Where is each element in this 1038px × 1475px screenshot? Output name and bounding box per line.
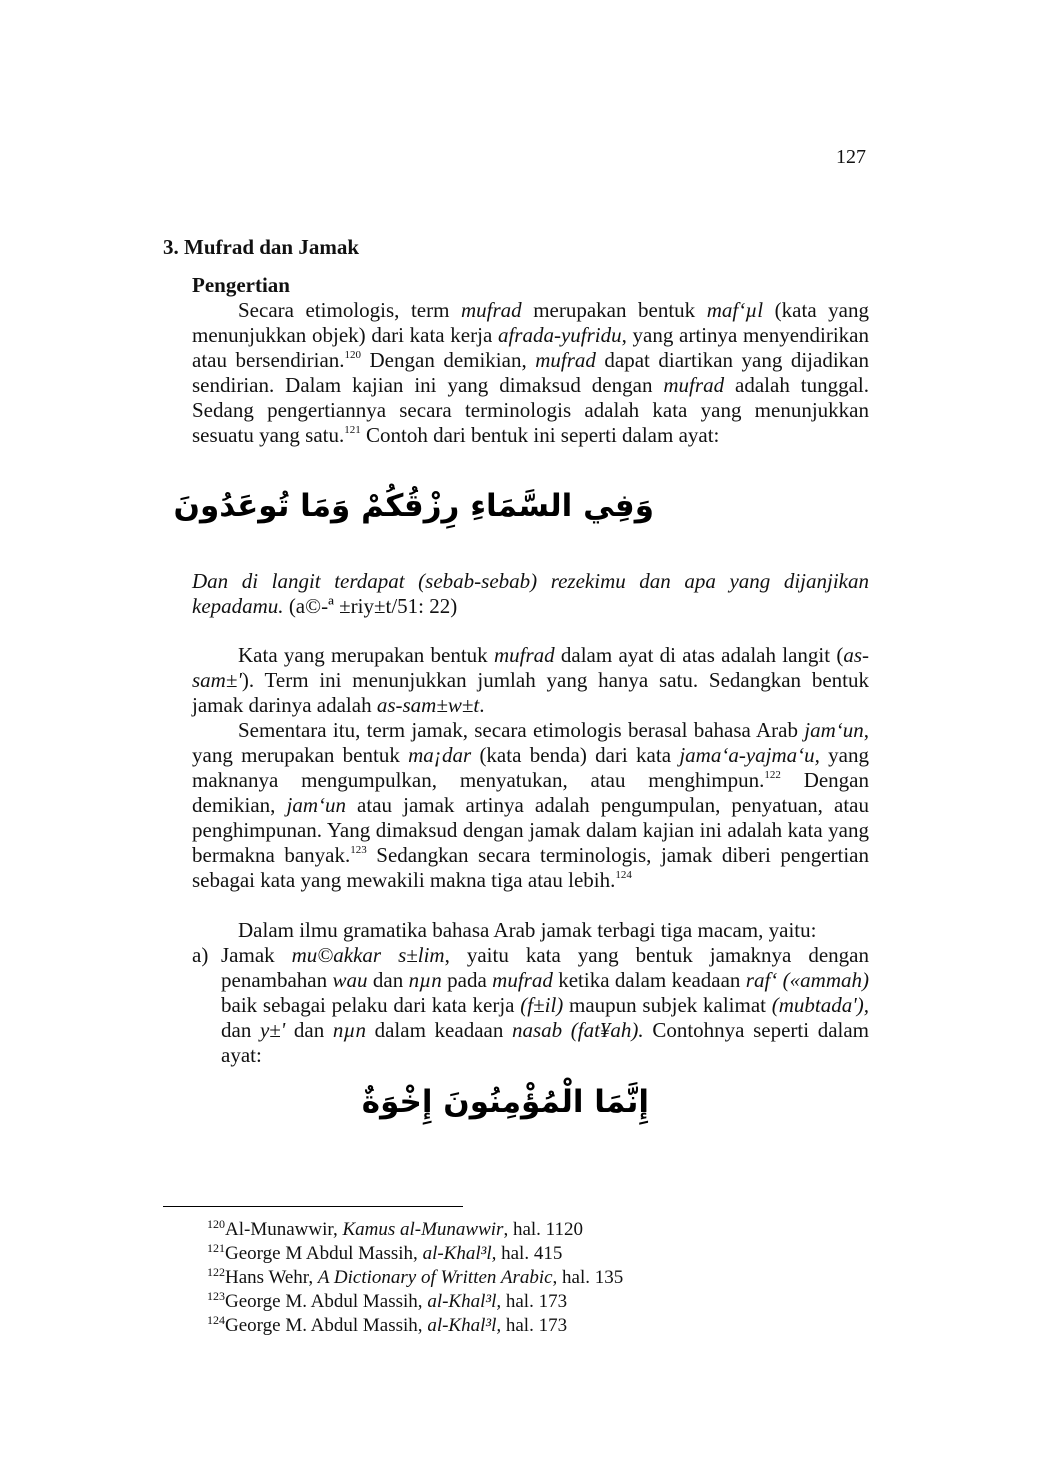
footnote-ref: 124 [615,869,632,881]
paragraph-mufrad-definition: Secara etimologis, term mufrad merupakan bentuk maf‘µl (kata yang menunjukkan objek) dari kata kerja afrada-yufridu, yang artinya menyendirikan atau bersendirian.$^{120}$ Dengan demikian, mufrad dapat diartikan yang dijadikan sendirian. Dalam kajian ini yang dimaksud dengan mufrad adalah tunggal. Sedang pengertiannya secara terminologis adalah kata yang menunjukkan sesuatu yang satu.$^{121}$ Contoh dari bentuk ini seperti dalam ayat: [192,298,869,447]
paragraph-jamak-definition: Sementara itu, term jamak, secara etimologis berasal bahasa Arab jam‘un, yang merupakan bentuk ma¡dar (kata benda) dari kata jama‘a-yajma‘u, yang maknanya mengumpulkan, menyatukan, atau menghimpun.$^{122}$ Dengan demikian, jam‘un atau jamak artinya adalah pengumpulan, penyatuan, atau penghimpunan. Yang dimaksud dengan jamak dalam kajian ini adalah kata yang bermakna banyak.$^{123}$ Sedangkan secara terminologis, jamak diberi pengertian sebagai kata yang mewakili makna tiga atau lebih.$^{124}$ [192,718,870,892]
section-title: 3. Mufrad dan Jamak [163,235,360,259]
quran-verse-al-hujurat-10: إِنَّمَا الْمُؤْمِنُونَ إِخْوَةٌ [361,1084,649,1120]
verse-translation: Dan di langit terdapat (sebab-sebab) rezekimu dan apa yang dijanjikan kepadamu. (a©-ª ±riy±t/51: 22) [192,569,869,618]
footnote-divider [163,1206,463,1207]
footnote-123: $^{123}$George M. Abdul Massih, al-Khal³l, hal. 173 [207,1289,568,1312]
paragraph-mufrad-example: Kata yang merupakan bentuk mufrad dalam ayat di atas adalah langit (as-sam±'). Term ini menunjukkan jumlah yang hanya satu. Sedangkan bentuk jamak darinya adalah as-sam±w±t. [192,643,869,717]
quran-verse-adh-dhariyat-22: وَفِي السَّمَاءِ رِزْقُكُمْ وَمَا تُوعَدُونَ [173,488,654,524]
footnote-ref: 120 [344,349,362,361]
footnote-122: $^{122}$Hans Wehr, A Dictionary of Written Arabic, hal. 135 [207,1265,624,1288]
footnote-ref: 121 [344,424,361,436]
list-item-a [192,943,869,1068]
footnote-120: $^{120}$Al-Munawwir, Kamus al-Munawwir, hal. 1120 [207,1217,583,1240]
list-item-body: Jamak mu©akkar s±lim, yaitu kata yang bentuk jamaknya dengan penambahan wau dan nµn pada mufrad ketika dalam keadaan raf‘ («ammah) baik sebagai pelaku dari kata kerja (f±il) maupun subjek kalimat (mubtada'), dan y±' dan nµn dalam keadaan nasab (fat¥ah). Contohnya seperti dalam ayat: [221,943,870,1067]
footnote-ref: 123 [350,844,367,856]
paragraph-jamak-types-intro: Dalam ilmu gramatika bahasa Arab jamak terbagi tiga macam, yaitu: [238,918,817,942]
footnote-ref: 122 [764,769,781,781]
footnotes [207,1218,623,1338]
footnote-124: $^{124}$George M. Abdul Massih, al-Khal³l, hal. 173 [207,1313,568,1336]
footnote-121: $^{121}$George M Abdul Massih, al-Khal³l, hal. 415 [207,1241,563,1264]
page-number: 127 [836,146,866,168]
list-marker: a) [192,943,209,967]
subheading-pengertian: Pengertian [192,273,290,297]
